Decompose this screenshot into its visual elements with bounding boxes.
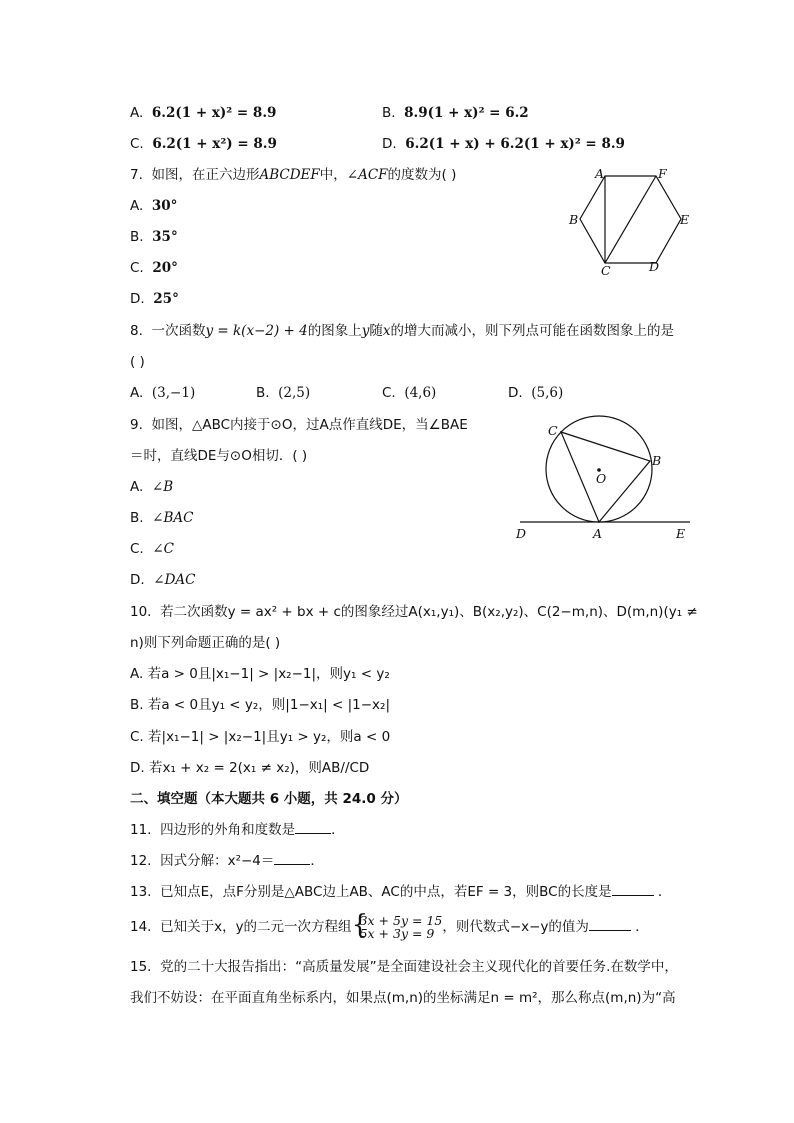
q7-option-c: C. 20° — [130, 260, 178, 276]
q9-stem-line2: ＝时，直线DE与⊙O相切．( ) — [130, 448, 308, 464]
hexagon-figure — [560, 162, 700, 280]
hex-label-b: B — [569, 212, 579, 227]
circle-figure — [510, 414, 710, 544]
q9-stem-line1: 9. 如图，△ABC内接于⊙O，过A点作直线DE，当∠BAE — [130, 417, 468, 433]
hex-label-f: F — [658, 166, 667, 181]
q6-option-b-expr: 8.9(1 + x)² = 6.2 — [404, 105, 529, 121]
q6-option-a-expr: 6.2(1 + x)² = 8.9 — [151, 105, 277, 121]
q12-answer-blank[interactable] — [274, 852, 310, 865]
hex-label-a: A — [595, 166, 605, 181]
q11-answer-blank[interactable] — [295, 821, 331, 834]
q9-option-c: C. ∠C — [130, 541, 174, 557]
q8-stem: 8. 一次函数y = k(x−2) + 4的图象上y随x的增大而减小，则下列点可能在函数图象上的是 — [130, 323, 674, 339]
q6-option-a: A. 6.2(1 + x)² = 8.9 — [130, 105, 277, 121]
q6-option-c: C. 6.2(1 + x²) = 8.9 — [130, 136, 277, 152]
q10-option-d: D. 若x₁ + x₂ = 2(x₁ ≠ x₂)，则AB//CD — [130, 760, 370, 776]
q8-paren: ( ) — [130, 354, 145, 370]
hex-label-c: C — [601, 263, 611, 278]
q10-option-c: C. 若|x₁−1| > |x₂−1|且y₁ > y₂，则a < 0 — [130, 729, 391, 745]
q15-line2: 我们不妨设：在平面直角坐标系内，如果点(m,n)的坐标满足n = m²，那么称点(m,n)为“高 — [130, 990, 676, 1006]
segment-cf — [605, 176, 656, 263]
hex-label-d: D — [649, 259, 660, 274]
circle-label-a: A — [593, 526, 603, 541]
q6-option-d-expr: 6.2(1 + x) + 6.2(1 + x)² = 8.9 — [405, 136, 625, 152]
q9-option-a: A. ∠B — [130, 479, 174, 495]
q7-option-b: B. 35° — [130, 229, 178, 245]
q14-equation-system: { 3x + 5y = 15 5x + 3y = 9 — [351, 910, 443, 941]
q14-answer-blank[interactable] — [589, 918, 631, 931]
q10-option-b: B. 若a < 0且y₁ < y₂，则|1−x₁| < |1−x₂| — [130, 697, 391, 713]
q7-option-a: A. 30° — [130, 198, 178, 214]
section-title-fill-in: 二、填空题（本大题共 6 小题，共 24.0 分） — [130, 791, 408, 807]
circle-label-d: D — [516, 526, 527, 541]
q8-option-c: C. (4,6) — [382, 385, 437, 401]
circle-label-b: B — [652, 453, 662, 468]
q10-option-a: A. 若a > 0且|x₁−1| > |x₂−1|，则y₁ < y₂ — [130, 666, 390, 682]
q8-option-d: D. (5,6) — [508, 385, 564, 401]
hex-label-e: E — [680, 212, 690, 227]
brace-icon: { — [351, 910, 369, 940]
q6-option-b: B. 8.9(1 + x)² = 6.2 — [382, 105, 529, 121]
circle-label-e: E — [676, 526, 686, 541]
q7-option-d: D. 25° — [130, 291, 179, 307]
q9-option-d: D. ∠DAC — [130, 572, 196, 588]
q13-answer-blank[interactable] — [612, 883, 654, 896]
q11: 11. 四边形的外角和度数是 ． — [130, 822, 345, 838]
q8-option-a: A. (3,−1) — [130, 385, 196, 401]
q6-option-c-expr: 6.2(1 + x²) = 8.9 — [152, 136, 277, 152]
circle-label-o: O — [596, 471, 607, 486]
q10-stem-line2: n)则下列命题正确的是( ) — [130, 635, 281, 651]
q10-stem-line1: 10. 若二次函数y = ax² + bx + c的图象经过A(x₁,y₁)、B(x₂,y₂)、C(2−m,n)、D(m,n)(y₁ ≠ — [130, 604, 698, 620]
q9-option-b: B. ∠BAC — [130, 510, 194, 526]
q12: 12. 因式分解：x²−4＝ ． — [130, 853, 324, 869]
q14: 14. 已知关于x，y的二元一次方程组 { 3x + 5y = 15 5x + 3y = 9 ，则代数式−x−y的值为 ． — [130, 910, 649, 941]
q13: 13. 已知点E，点F分别是△ABC边上AB、AC的中点，若EF = 3，则BC的长度是 ． — [130, 884, 672, 900]
q6-option-d: D. 6.2(1 + x) + 6.2(1 + x)² = 8.9 — [382, 136, 625, 152]
circle-label-c: C — [548, 423, 558, 438]
q8-option-b: B. (2,5) — [256, 385, 311, 401]
q7-stem: 7. 如图，在正六边形ABCDEF中，∠ACF的度数为( ) — [130, 167, 457, 183]
q15-line1: 15. 党的二十大报告指出：“高质量发展”是全面建设社会主义现代化的首要任务.在数学中， — [130, 959, 678, 975]
